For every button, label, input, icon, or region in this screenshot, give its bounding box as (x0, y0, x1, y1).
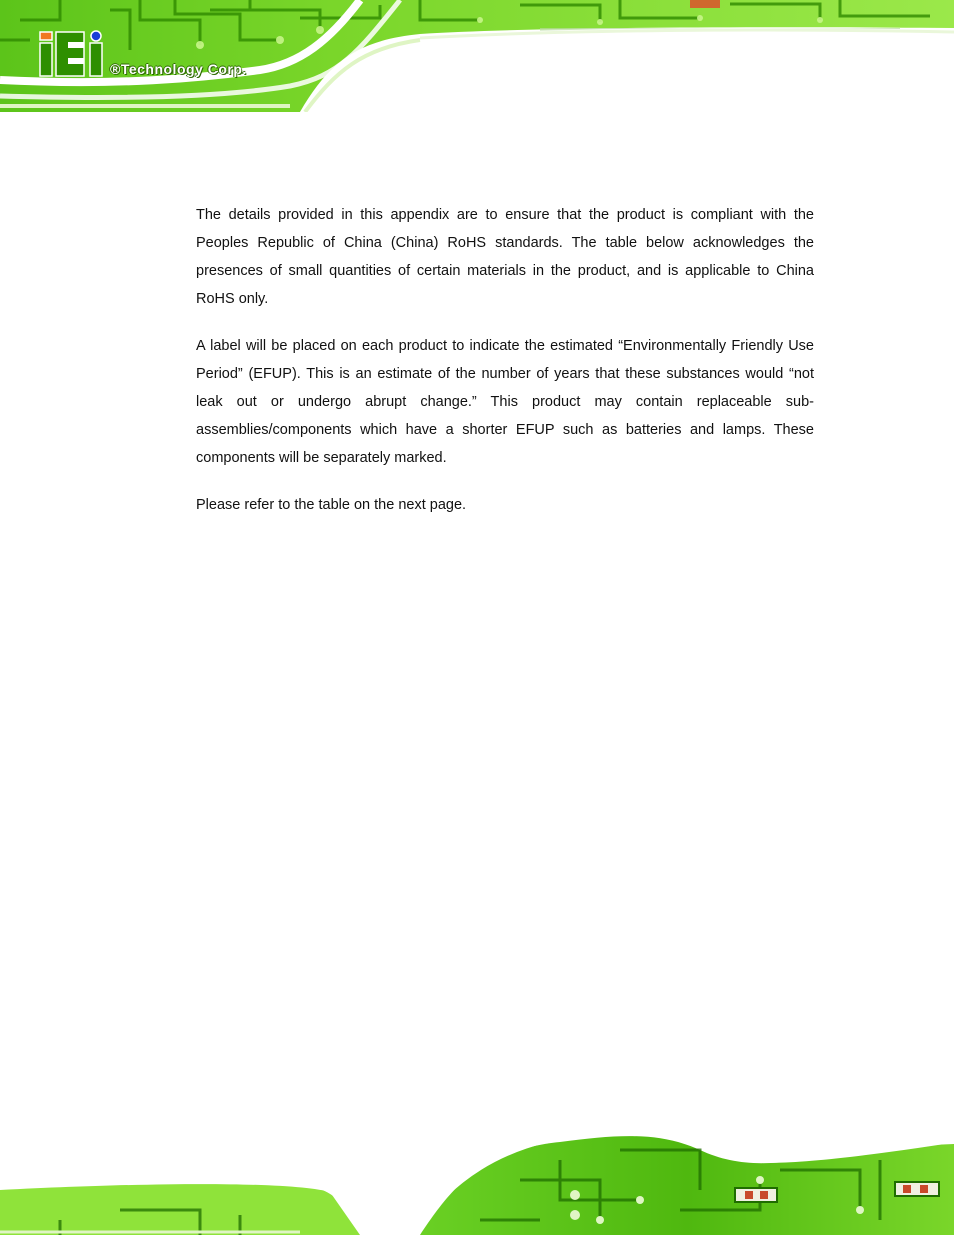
paragraph-efup-label: A label will be placed on each product to indicate the estimated “Environmentally Friendly Use Period” (EFUP). This is an estimate of the number of years that these substances would “not leak out or undergo abrupt change.” This product may contain replaceable sub-assemblies/components which have a shorter EFUP such as batteries and lamps. These components will be separately marked. (196, 338, 814, 466)
iei-logo (38, 30, 108, 78)
paragraph-refer-table: Please refer to the table on the next page. (196, 497, 467, 513)
header-banner (0, 0, 954, 112)
logo-text: ®Technology Corp. (110, 61, 247, 77)
appendix-content (196, 201, 814, 538)
paragraph-rohs-intro: The details provided in this appendix are to ensure that the product is compliant with the Peoples Republic of China (China) RoHS standards. The table below acknowledges the presences of small quantities of certain materials in the product, and is applicable to China RoHS only. (196, 207, 814, 307)
footer-banner (0, 1120, 954, 1235)
